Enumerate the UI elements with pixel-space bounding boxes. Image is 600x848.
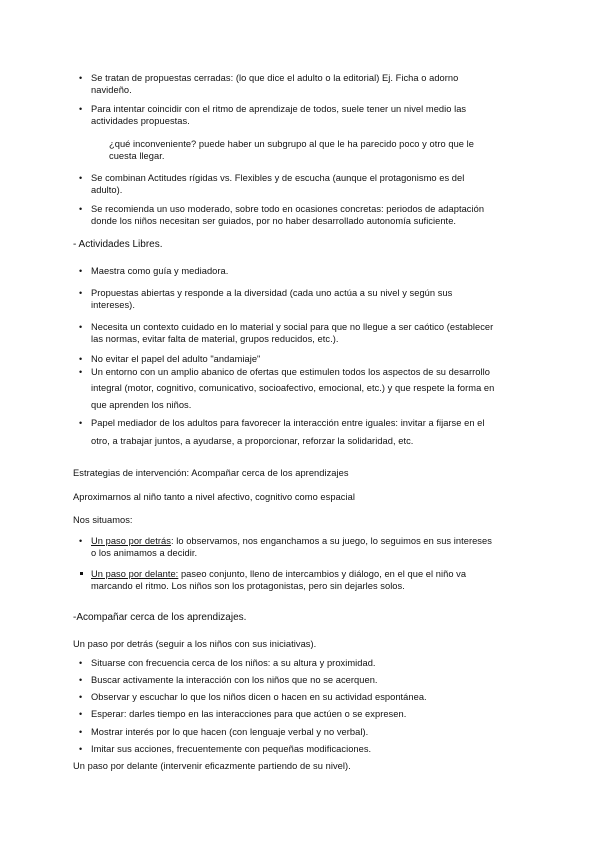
text-line: Para intentar coincidir con el ritmo de aprendizaje de todos, suele tener un nivel medio las bbox=[91, 104, 467, 114]
text-line: o los animamos a decidir. bbox=[91, 548, 198, 558]
bullet: • bbox=[79, 658, 83, 668]
text-line: cuesta llegar. bbox=[109, 151, 165, 161]
bullet: • bbox=[79, 354, 83, 364]
text-line: actividades propuestas. bbox=[91, 116, 190, 126]
text-line: Se tratan de propuestas cerradas: (lo que dice el adulto o la editorial) Ej. Ficha o adorno bbox=[91, 73, 459, 83]
bullet: • bbox=[79, 727, 83, 737]
text-line: No evitar el papel del adulto "andamiaje" bbox=[91, 354, 261, 364]
text-line: intereses). bbox=[91, 300, 135, 310]
bullet: • bbox=[79, 204, 83, 214]
text-line: Estrategias de intervención: Acompañar cerca de los aprendizajes bbox=[73, 468, 349, 478]
bullet: • bbox=[79, 418, 83, 428]
text-line: navideño. bbox=[91, 85, 132, 95]
text-span: : lo observamos, nos enganchamos a su juego, lo seguimos en sus intereses bbox=[170, 536, 492, 546]
text-line: Un paso por delante (intervenir eficazmente partiendo de su nivel). bbox=[73, 761, 351, 771]
text-line: Nos situamos: bbox=[73, 515, 133, 525]
text-line: Propuestas abiertas y responde a la diversidad (cada uno actúa a su nivel y según sus bbox=[91, 288, 453, 298]
bullet: • bbox=[79, 73, 83, 83]
text-line: integral (motor, cognitivo, comunicativo, socioafectivo, emocional, etc.) y que respete la forma en bbox=[91, 383, 495, 393]
bullet: • bbox=[79, 104, 83, 114]
text-line: Mostrar interés por lo que hacen (con lenguaje verbal y no verbal). bbox=[91, 727, 369, 737]
text-line: Observar y escuchar lo que los niños dicen o hacen en su actividad espontánea. bbox=[91, 692, 427, 702]
bullet: • bbox=[79, 692, 83, 702]
text-line: ¿qué inconveniente? puede haber un subgrupo al que le ha parecido poco y otro que le bbox=[109, 139, 474, 149]
text-line bbox=[91, 535, 492, 547]
bullet: • bbox=[79, 675, 83, 685]
text-line: donde los niños necesitan ser guiados, por no haber desarrollado autonomía suficiente. bbox=[91, 216, 457, 226]
section-heading: -Acompañar cerca de los aprendizajes. bbox=[73, 612, 247, 623]
section-heading: - Actividades Libres. bbox=[73, 239, 163, 250]
text-line: otro, a trabajar juntos, a ayudarse, a proporcionar, reforzar la solidaridad, etc. bbox=[91, 436, 414, 446]
text-line: Se combinan Actitudes rígidas vs. Flexibles y de escucha (aunque el protagonismo es del bbox=[91, 173, 465, 183]
text-line: Un paso por detrás (seguir a los niños con sus iniciativas). bbox=[73, 639, 317, 649]
bullet: • bbox=[79, 367, 83, 377]
bullet-square bbox=[80, 572, 83, 575]
bullet: • bbox=[79, 744, 83, 754]
text-line: Buscar activamente la interacción con los niños que no se acerquen. bbox=[91, 675, 378, 685]
bullet: • bbox=[79, 173, 83, 183]
text-line: Un entorno con un amplio abanico de ofertas que estimulen todos los aspectos de su desarrollo bbox=[91, 367, 490, 377]
bullet: • bbox=[79, 709, 83, 719]
text-span: paseo conjunto, lleno de intercambios y diálogo, en el que el niño va bbox=[178, 569, 467, 579]
bullet: • bbox=[79, 536, 83, 546]
text-line: marcando el ritmo. Los niños son los protagonistas, pero sin dejarles solos. bbox=[91, 581, 405, 591]
bullet: • bbox=[79, 288, 83, 298]
text-line: adulto). bbox=[91, 185, 123, 195]
text-line: las normas, evitar falta de material, grupos reducidos, etc.). bbox=[91, 334, 339, 344]
text-line: que aprenden los niños. bbox=[91, 400, 192, 410]
underlined-term: Un paso por detrás bbox=[91, 536, 171, 546]
bullet: • bbox=[79, 266, 83, 276]
underlined-term: Un paso por delante: bbox=[91, 569, 179, 579]
text-line: Papel mediador de los adultos para favorecer la interacción entre iguales: invitar a fijarse en el bbox=[91, 418, 485, 428]
text-line: Situarse con frecuencia cerca de los niños: a su altura y proximidad. bbox=[91, 658, 376, 668]
text-line bbox=[91, 568, 466, 580]
bullet: • bbox=[79, 322, 83, 332]
text-line: Maestra como guía y mediadora. bbox=[91, 266, 229, 276]
text-line: Imitar sus acciones, frecuentemente con pequeñas modificaciones. bbox=[91, 744, 372, 754]
text-line: Esperar: darles tiempo en las interacciones para que actúen o se expresen. bbox=[91, 709, 407, 719]
text-line: Necesita un contexto cuidado en lo material y social para que no llegue a ser caótico (establecer bbox=[91, 322, 494, 332]
text-line: Se recomienda un uso moderado, sobre todo en ocasiones concretas: periodos de adaptación bbox=[91, 204, 485, 214]
text-line: Aproximarnos al niño tanto a nivel afectivo, cognitivo como espacial bbox=[73, 492, 355, 502]
